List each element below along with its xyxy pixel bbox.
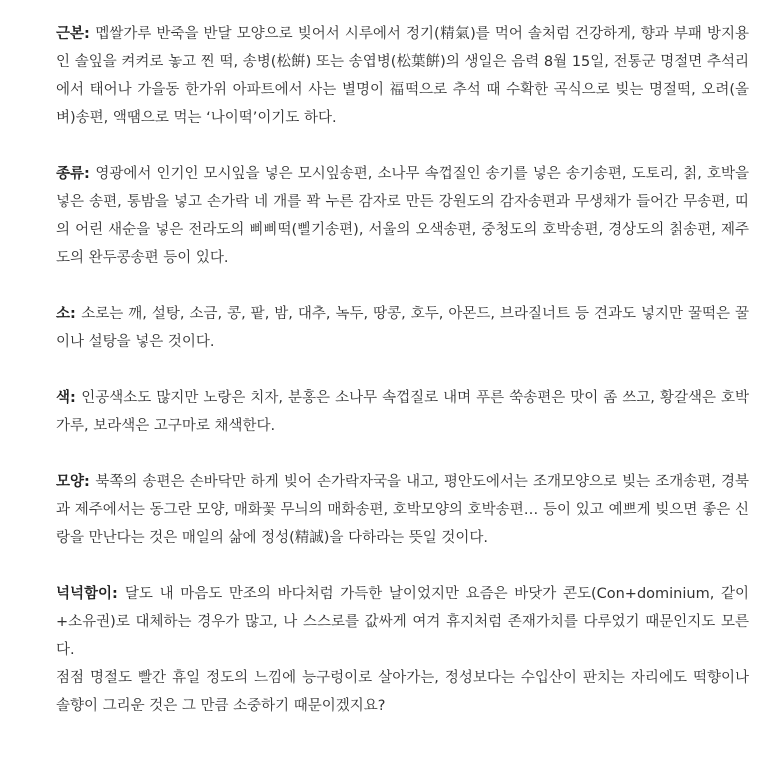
label-separator: : [112,586,125,602]
label-separator: : [84,166,96,182]
section-label-color: 색 [56,390,71,406]
paragraph-shape [56,468,749,552]
label-separator: : [70,306,82,322]
paragraph-color [56,384,749,440]
section-text-origin: 멥쌀가루 반죽을 반달 모양으로 빚어서 시루에서 정기(精氣)를 먹어 솔처럼 건강하게, 향과 부패 방지용인 솔잎을 켜켜로 놓고 찐 떡, 송병(松餠) 또는 송엽병(松葉餠)의 생일은 음력 8월 15일, 전통군 명절면 추석리에서 태어나 가을동 한가위 아파트에서 사는 별명이 福떡으로 추석 때 수확한 곡식으로 빚는 명절떡, 오려(올벼)송편, 액땜으로 먹는 ‘나이떡’이기도 하다. [56,26,749,126]
section-label-types: 종류 [56,166,85,182]
label-separator: : [84,474,96,490]
paragraph-filling [56,300,749,356]
paragraph-origin [56,20,749,132]
paragraph-types [56,160,749,272]
section-label-abundance: 넉넉함이 [56,586,113,602]
label-separator: : [70,390,82,406]
label-separator: : [84,26,96,42]
section-label-filling: 소 [56,306,71,322]
paragraph-abundance [56,580,749,664]
section-text-shape: 북쪽의 송편은 손바닥만 하게 빚어 손가락자국을 내고, 평안도에서는 조개모양으로 빚는 조개송편, 경북과 제주에서는 동그란 모양, 매화꽃 무늬의 매화송편, 호박모양의 호박송편… 등이 있고 예쁘게 빚으면 좋은 신랑을 만난다는 것은 매일의 삶에 정성(精誠)을 다하라는 뜻일 것이다. [56,474,749,546]
section-label-origin: 근본 [56,26,85,42]
section-text-abundance: 달도 내 마음도 만조의 바다처럼 가득한 날이었지만 요즘은 바닷가 콘도(Con+dominium, 같이+소유권)로 대체하는 경우가 많고, 나 스스로를 값싸게 여겨 휴지처럼 존재가치를 다루었기 때문인지도 모른다. [56,586,749,658]
section-text-types: 영광에서 인기인 모시잎을 넣은 모시잎송편, 소나무 속껍질인 송기를 넣은 송기송편, 도토리, 칡, 호박을 넣은 송편, 통밤을 넣고 손가락 네 개를 꽉 누른 감자로 만든 강원도의 감자송편과 무생채가 들어간 무송편, 띠의 어린 새순을 넣은 전라도의 삐삐떡(삘기송편), 서울의 오색송편, 중청도의 호박송편, 경상도의 칡송편, 제주도의 완두콩송편 등이 있다. [56,166,749,266]
section-text-filling: 소로는 깨, 설탕, 소금, 콩, 팥, 밤, 대추, 녹두, 땅콩, 호두, 아몬드, 브라질너트 등 견과도 넣지만 꿀떡은 꿀이나 설탕을 넣은 것이다. [56,306,749,350]
section-label-shape: 모양 [56,474,85,490]
section-text-color: 인공색소도 많지만 노랑은 치자, 분홍은 소나무 속껍질로 내며 푸른 쑥송편은 맛이 좀 쓰고, 황갈색은 호박가루, 보라색은 고구마로 채색한다. [56,390,749,434]
paragraph-closing: 점점 명절도 빨간 휴일 정도의 느낌에 능구렁이로 살아가는, 정성보다는 수입산이 판치는 자리에도 떡향이나 솔향이 그리운 것은 그 만큼 소중하기 때문이겠지요? [56,670,749,714]
